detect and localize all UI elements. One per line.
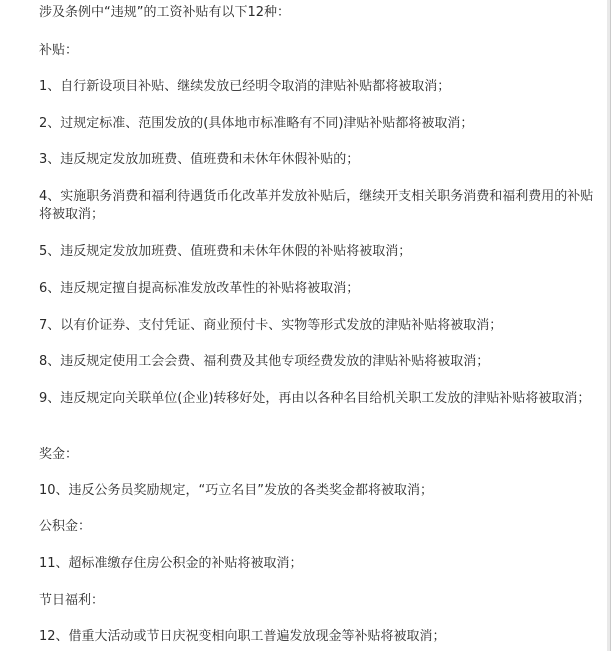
list-item: 9、违反规定向关联单位(企业)转移好处，再由以各种名目给机关职工发放的津贴补贴将被取消； bbox=[39, 391, 591, 406]
section-heading-holiday-benefits: 节日福利： bbox=[39, 593, 105, 608]
list-item: 6、违反规定擅自提高标准发放改革性的补贴将被取消； bbox=[39, 281, 360, 296]
section-heading-housing-fund: 公积金： bbox=[39, 519, 92, 534]
list-item: 12、借重大活动或节日庆祝变相向职工普遍发放现金等补贴将被取消； bbox=[39, 629, 446, 644]
list-item: 3、违反规定发放加班费、值班费和未休年休假补贴的； bbox=[39, 152, 360, 167]
intro-text: 涉及条例中“违规”的工资补贴有以下12种： bbox=[39, 5, 291, 20]
list-item: 2、过规定标准、范围发放的(具体地市标准略有不同)津贴补贴都将被取消； bbox=[39, 116, 474, 131]
list-item: 11、超标准缴存住房公积金的补贴将被取消； bbox=[39, 556, 303, 571]
section-heading-subsidy: 补贴： bbox=[39, 43, 79, 58]
list-item: 8、违反规定使用工会会费、福利费及其他专项经费发放的津贴补贴将被取消； bbox=[39, 354, 490, 369]
list-item: 7、以有价证券、支付凭证、商业预付卡、实物等形式发放的津贴补贴将被取消； bbox=[39, 318, 503, 333]
list-item: 4、实施职务消费和福利待遇货币化改革并发放补贴后，继续开支相关职务消费和福利费用的补贴将被取消； bbox=[39, 189, 594, 222]
page-edge bbox=[607, 0, 610, 651]
section-heading-bonus: 奖金： bbox=[39, 447, 79, 462]
list-item: 1、自行新设项目补贴、继续发放已经明令取消的津贴补贴都将被取消； bbox=[39, 79, 451, 94]
list-item: 10、违反公务员奖励规定，“巧立名目”发放的各类奖金都将被取消； bbox=[39, 483, 434, 498]
list-item: 5、违反规定发放加班费、值班费和未休年休假的补贴将被取消； bbox=[39, 244, 412, 259]
